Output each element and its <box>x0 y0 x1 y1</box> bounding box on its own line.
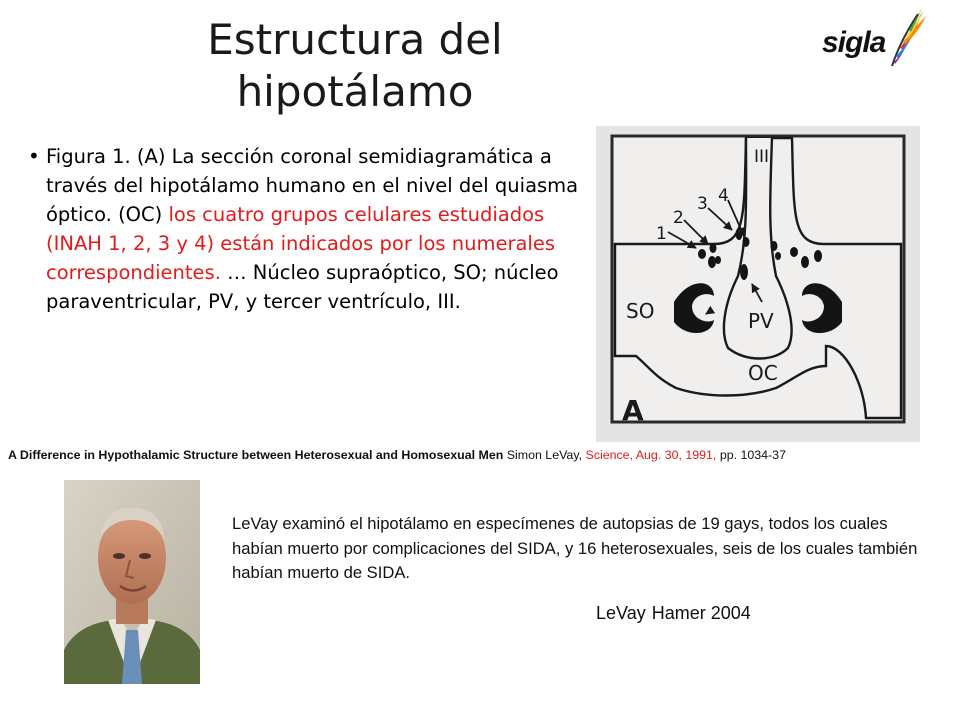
slide-title: Estructura del hipotálamo <box>207 15 503 116</box>
label-panel-a: A <box>622 394 644 427</box>
label-third-ventricle: III <box>754 147 770 167</box>
levay-photo <box>64 480 200 684</box>
bullet-dot: • <box>28 144 40 168</box>
references <box>596 603 751 624</box>
label-num-1: 1 <box>656 224 667 244</box>
feather-icon <box>884 8 932 70</box>
bullet-text-part1: Figura 1. (A) La sección coronal semidiagramática a través del hipotálamo humano en el nivel del quiasma óptico. (OC) <box>46 145 579 226</box>
ref-hamer: Hamer 2004 <box>651 603 751 623</box>
ref-levay: LeVay <box>596 603 646 623</box>
bullet-item <box>28 142 580 316</box>
description-text: LeVay examinó el hipotálamo en especímenes de autopsias de 19 gays, todos los cuales habían muerto por complicaciones del SIDA, y 16 heterosexuales, seis de los cuales también habían muerto de SIDA. <box>232 514 918 582</box>
label-oc: OC <box>748 361 778 385</box>
citation-pages: pp. 1034-37 <box>716 448 786 462</box>
citation-journal: Science, Aug. 30, 1991, <box>585 448 717 462</box>
citation <box>8 448 958 462</box>
label-num-4: 4 <box>718 186 729 206</box>
sigla-logo <box>822 8 932 70</box>
hypothalamus-diagram <box>596 126 920 442</box>
bullet-text-part3: … Núcleo supraóptico, SO; núcleo paraventricular, PV, y tercer ventrículo, III. <box>46 261 559 313</box>
logo-text: sigla <box>822 26 886 59</box>
bullet-text <box>46 142 580 316</box>
label-so: SO <box>626 299 655 323</box>
label-pv: PV <box>748 309 774 333</box>
bullet-text-red: los cuatro grupos celulares estudiados (INAH 1, 2, 3 y 4) están indicados por los numerales correspondientes. <box>46 203 556 284</box>
citation-author: Simon LeVay, <box>503 448 586 462</box>
citation-article: A Difference in Hypothalamic Structure between Heterosexual and Homosexual Men <box>8 448 504 462</box>
label-num-3: 3 <box>697 194 708 214</box>
label-num-2: 2 <box>673 208 684 228</box>
